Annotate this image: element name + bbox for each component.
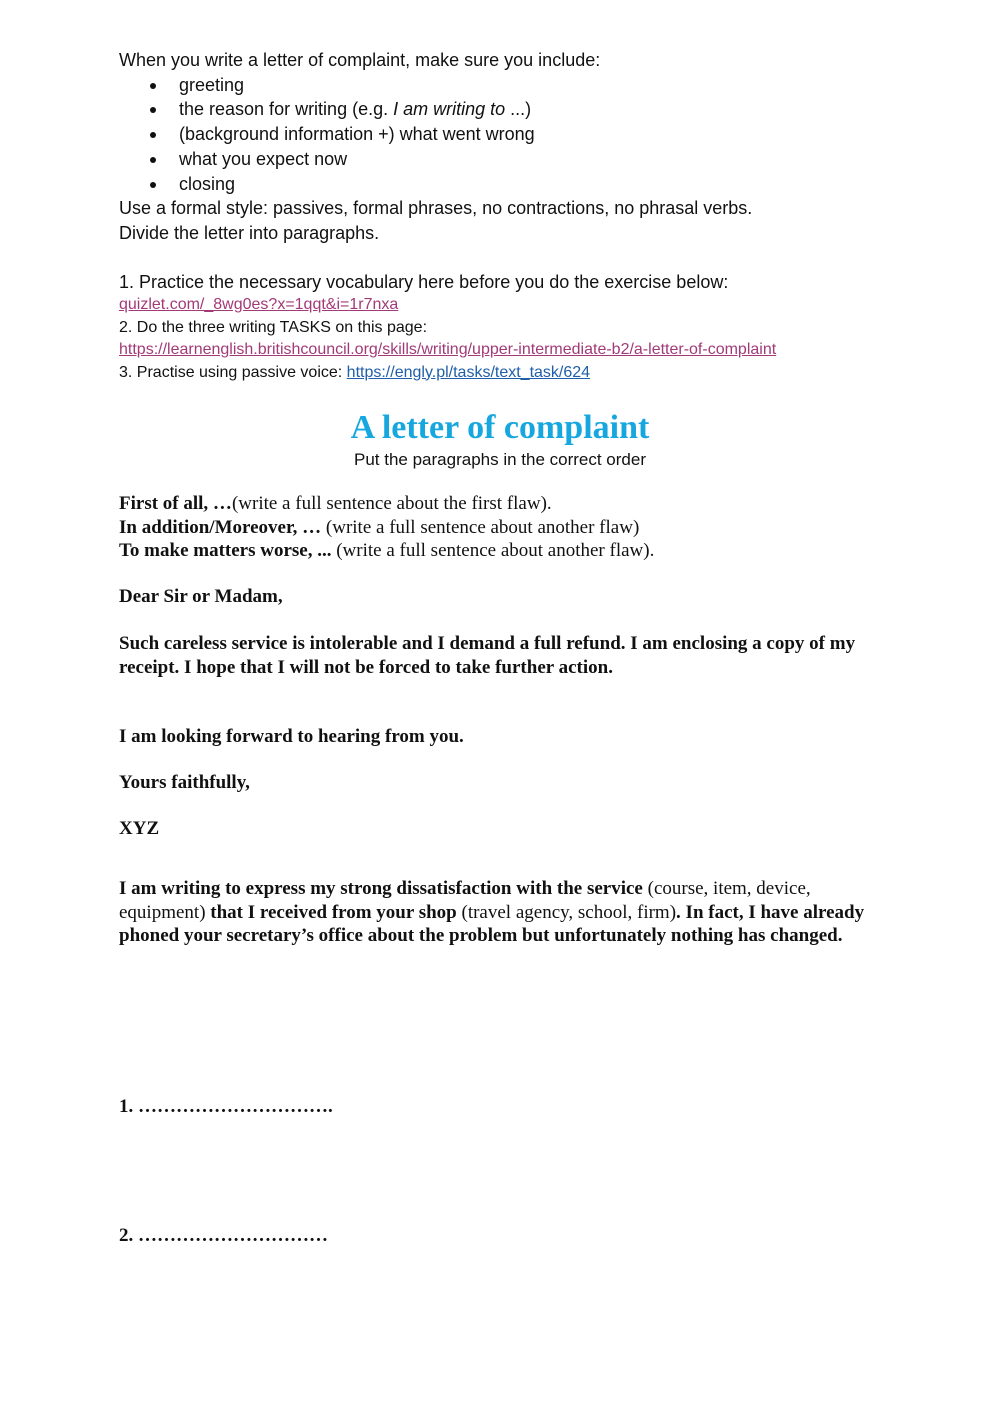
checklist-item-what-went-wrong: (background information +) what went wrong [119, 122, 919, 147]
signature-paragraph [119, 817, 889, 841]
opening-part-3: . In fact, I have already phoned your secretary’s office about the problem but unfortunately nothing has changed. [119, 901, 865, 946]
checklist-item-reason [119, 97, 919, 122]
opening-text [119, 877, 889, 948]
checklist-item-greeting: greeting [119, 73, 919, 98]
quizlet-link[interactable]: quizlet.com/_8wg0es?x=1qqt&i=1r7nxa [119, 296, 399, 313]
opening-hint-2: (travel agency, school, firm) [456, 901, 677, 923]
reason-ellipsis: ...) [505, 99, 532, 120]
flaw-line-3 [119, 539, 889, 563]
answer-blank-1[interactable]: 1. …………………………. [119, 1096, 333, 1117]
instructions-heading: When you write a letter of complaint, make sure you include: [119, 50, 601, 70]
opening-part-1: I am writing to express my strong dissatisfaction with the service [119, 878, 643, 899]
flaw-2-phrase: In addition/Moreover, … [119, 516, 326, 538]
checklist-item-closing: closing [119, 172, 919, 197]
flaw-1-hint: (write a full sentence about the first flaw). [231, 493, 552, 514]
flaw-2-hint: (write a full sentence about another flaw) [325, 516, 640, 538]
reason-text: the reason for writing (e.g. [179, 99, 394, 120]
task-3 [119, 362, 939, 385]
looking-forward-paragraph [119, 725, 889, 749]
task-3-text: 3. Practise using passive voice: [119, 363, 347, 381]
flaw-1-phrase: First of all, … [119, 493, 232, 514]
opening-part-2: that I received from your shop [210, 901, 457, 923]
page-subtitle: Put the paragraphs in the correct order [354, 450, 646, 469]
signature: XYZ [119, 818, 160, 839]
sign-off-paragraph [119, 771, 889, 795]
demand-text: Such careless service is intolerable and I demand a full refund. I am enclosing a copy of my receipt. I hope that I will not be forced to take further action. [119, 633, 856, 678]
greeting-paragraph [119, 585, 889, 609]
flaw-3-hint: (write a full sentence about another flaw). [336, 540, 655, 561]
page-title: A letter of complaint [350, 409, 650, 446]
task-1-text: 1. Practice the necessary vocabulary here before you do the exercise below: [119, 272, 729, 292]
flaw-line-1 [119, 492, 889, 516]
flaw-line-2 [119, 516, 889, 540]
checklist [119, 73, 919, 197]
task-2-text: 2. Do the three writing TASKS on this page: [119, 318, 428, 336]
opening-hint-1: (course, item, device, equipment) [119, 878, 811, 923]
engly-link[interactable]: https://engly.pl/tasks/text_task/624 [346, 363, 591, 381]
instructions-block [119, 48, 919, 246]
answer-blank-2[interactable]: 2. ………………………… [119, 1225, 328, 1246]
british-council-link[interactable]: https://learnenglish.britishcouncil.org/skills/writing/upper-intermediate-b2/a-letter-of-complaint [119, 341, 777, 358]
tasks-block [119, 270, 939, 384]
opening-paragraph [119, 877, 889, 948]
paragraph-note: Divide the letter into paragraphs. [119, 222, 380, 243]
demand-paragraph [119, 632, 889, 679]
reason-example: I am writing to [393, 99, 506, 120]
looking-forward-text: I am looking forward to hearing from you. [119, 726, 464, 747]
sign-off-text: Yours faithfully, [119, 772, 250, 793]
greeting: Dear Sir or Madam, [119, 586, 283, 607]
style-note: Use a formal style: passives, formal phrases, no contractions, no phrasal verbs. [119, 198, 753, 219]
flaws-paragraph [119, 492, 889, 563]
checklist-item-expectation: what you expect now [119, 147, 919, 172]
flaw-3-phrase: To make matters worse, ... [119, 540, 337, 561]
